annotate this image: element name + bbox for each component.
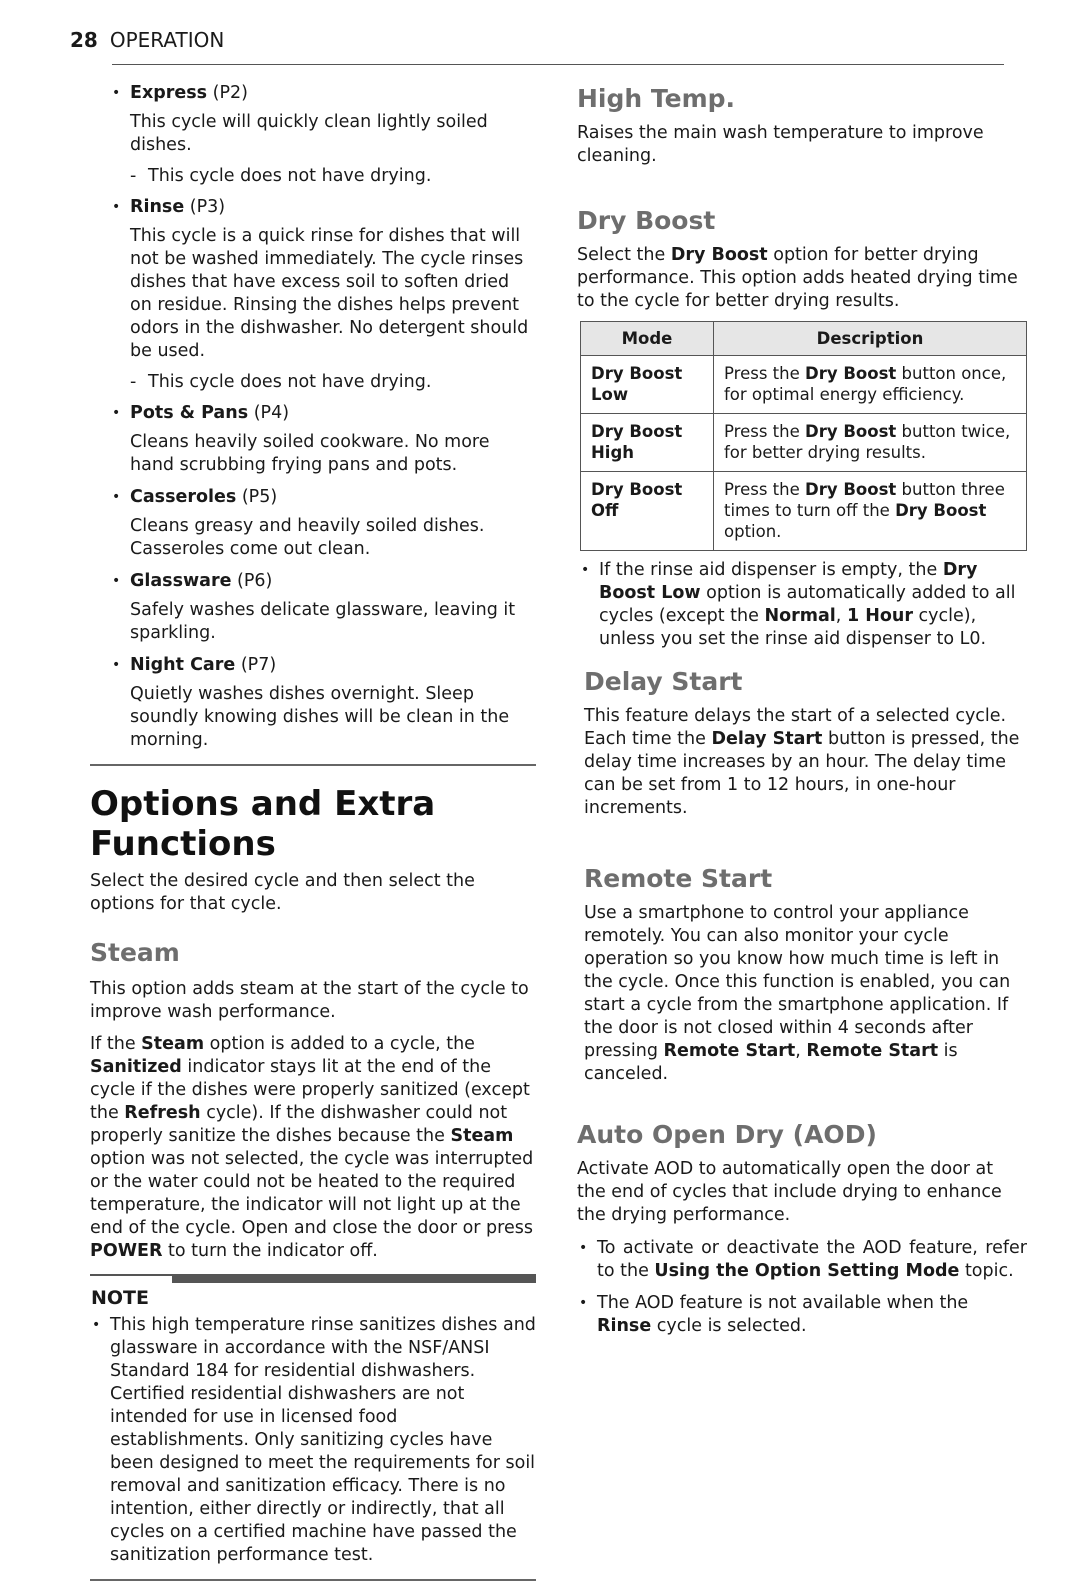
aod-heading: Auto Open Dry (AOD) (577, 1120, 877, 1149)
right-column (577, 82, 1027, 1338)
cycle-casseroles: • Casseroles (P5) Cleans greasy and heavily soiled dishes. Casseroles come out clean. (90, 486, 536, 561)
options-intro: Select the desired cycle and then select the options for that cycle. (90, 871, 475, 914)
aod-bullet-2: • The AOD feature is not available when the Rinse cycle is selected. (577, 1292, 1027, 1338)
steam-paragraph-2: If the Steam option is added to a cycle, the Sanitized indicator stays lit at the end of the cycle if the dishes were properly sanitized (except the Refresh cycle). If the dishwasher could not properly sanitize the dishes because the Steam option was not selected, the cycle was interrupted or the water could not be heated to the required temperature, the indicator will not light up at the end of the cycle. Open and close the door or press POWER to turn the indicator off. (90, 1034, 534, 1261)
delay-start-heading: Delay Start (584, 667, 743, 696)
aod-text: Activate AOD to automatically open the door at the end of cycles that include drying to enhance the drying performance. (577, 1159, 1002, 1225)
remote-start-heading: Remote Start (584, 864, 773, 893)
table-row: Dry Boost Low Press the Dry Boost button once, for optimal energy efficiency. (581, 356, 1027, 414)
cycle-night-care: • Night Care (P7) Quietly washes dishes overnight. Sleep soundly knowing dishes will be clean in the morning. (90, 654, 536, 752)
options-heading: Options and Extra Functions (90, 784, 436, 864)
aod-bullet-1: • To activate or deactivate the AOD feature, refer to the Using the Option Setting Mode topic. (577, 1237, 1027, 1283)
dry-boost-table (580, 321, 1027, 551)
table-row: Dry Boost High Press the Dry Boost button twice, for better drying results. (581, 414, 1027, 472)
note-text: • This high temperature rinse sanitizes dishes and glassware in accordance with the NSF/ANSI Standard 184 for residential dishwashers. Certified residential dishwashers are not intended for use in licensed food establishments. Only sanitizing cycles have been designed to meet the requirements for soil removal and sanitization efficacy. There is no intention, either directly or indirectly, that all cycles on a certified machine have passed the sanitization performance test. (90, 1314, 536, 1567)
note-bar (90, 1274, 536, 1284)
section-title: OPERATION (109, 28, 225, 52)
page-header (70, 28, 224, 52)
remote-start-text: Use a smartphone to control your appliance remotely. You can also monitor your cycle operation so you know how much time is left in the cycle. Once this function is enabled, you can start a cycle from the smartphone application. If the door is not closed within 4 seconds after pressing Remote Start, Remote Start is canceled. (584, 903, 1011, 1084)
dry-boost-bullet: • If the rinse aid dispenser is empty, the Dry Boost Low option is automatically added to all cycles (except the Normal, 1 Hour cycle), unless you set the rinse aid dispenser to L0. (579, 559, 1027, 651)
table-row: Dry Boost Off Press the Dry Boost button three times to turn off the Dry Boost option. (581, 472, 1027, 551)
cycle-express: • Express (P2) This cycle will quickly clean lightly soiled dishes. - This cycle does not have drying. (90, 82, 536, 188)
left-column (90, 82, 536, 1581)
delay-start-text: This feature delays the start of a selected cycle. Each time the Delay Start button is pressed, the delay time increases by an hour. The delay time can be set from 1 to 12 hours, in one-hour increments. (584, 706, 1020, 818)
table-header-description: Description (714, 322, 1027, 356)
steam-heading: Steam (90, 938, 180, 967)
header-divider (112, 64, 1004, 65)
page-number: 28 (70, 28, 98, 52)
table-header-mode: Mode (581, 322, 714, 356)
high-temp-text: Raises the main wash temperature to improve cleaning. (577, 123, 984, 166)
dry-boost-text: Select the Dry Boost option for better drying performance. This option adds heated drying time to the cycle for better drying results. (577, 245, 1018, 311)
dry-boost-heading: Dry Boost (577, 206, 716, 235)
cycle-rinse: • Rinse (P3) This cycle is a quick rinse for dishes that will not be washed immediately. The cycle rinses dishes that have excess soil to soften dried on residue. Rinsing the dishes helps prevent odors in the dishwasher. No detergent should be used. - This cycle does not have drying. (90, 196, 536, 394)
note-box (90, 1274, 536, 1581)
high-temp-heading: High Temp. (577, 84, 736, 113)
cycle-glassware: • Glassware (P6) Safely washes delicate glassware, leaving it sparkling. (90, 570, 536, 645)
steam-paragraph-1: This option adds steam at the start of the cycle to improve wash performance. (90, 979, 529, 1022)
section-divider (90, 764, 536, 766)
note-title: NOTE (91, 1287, 149, 1309)
delay-start-section (577, 667, 1027, 1086)
cycle-pots-pans: • Pots & Pans (P4) Cleans heavily soiled cookware. No more hand scrubbing frying pans and pots. (90, 402, 536, 477)
